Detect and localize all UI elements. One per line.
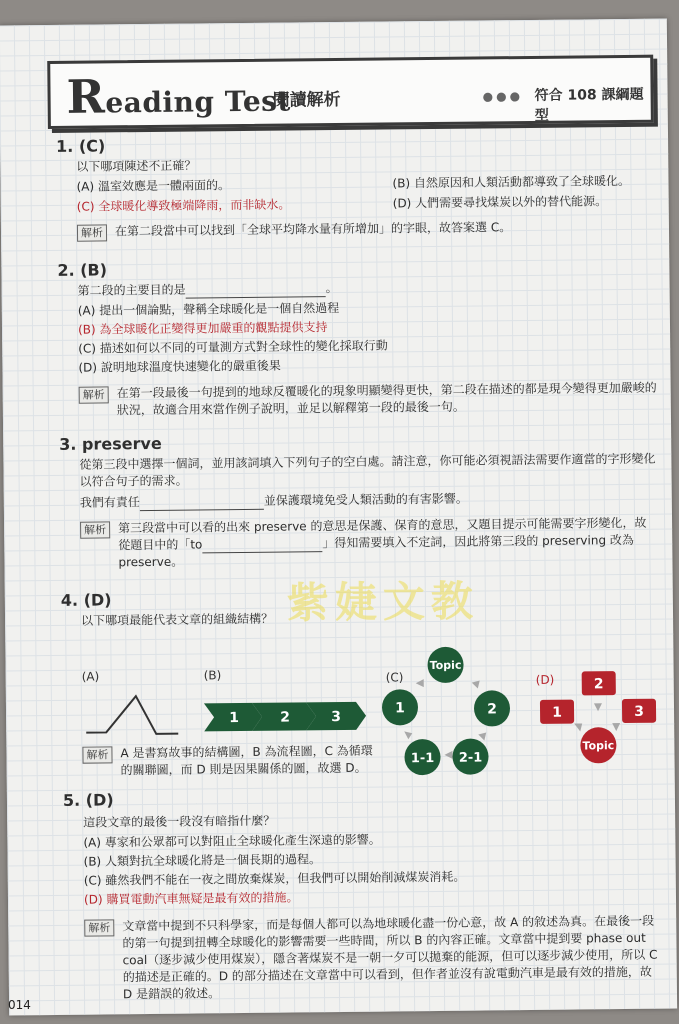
cycle-node-label: 2 xyxy=(487,701,497,718)
cycle-node-label: 1 xyxy=(395,700,405,717)
cause-arrow-icon xyxy=(574,723,582,731)
flow-step-label: 3 xyxy=(331,708,342,726)
q4-explanation: A 是書寫故事的結構圖，B 為流程圖，C 為循環的關聯圖，而 D 則是因果關係的圖，故選 D。 xyxy=(120,743,373,778)
q2-stem-after: 。 xyxy=(325,280,338,296)
cycle-arrow-icon xyxy=(404,731,412,739)
q1-option-c: (C) 全球暖化導致極端降雨，而非缺水。 xyxy=(76,197,291,214)
title-initial: R xyxy=(66,69,106,124)
curriculum-tag: 符合 108 課綱題型 xyxy=(534,86,644,124)
q3-explain-before: 第三段當中可以看的出來 preserve 的意思是保護、保育的意思，又題目提示可能需要字形變化，故從題目中的「to xyxy=(118,515,647,553)
workbook-page xyxy=(0,19,677,1016)
q1-explanation: 在第二段當中可以找到「全球平均降水量有所增加」的字眼，故答案選 C。 xyxy=(114,220,512,239)
cause-box-label: 2 xyxy=(593,676,604,693)
cycle-arrow-icon xyxy=(472,681,480,689)
q2-option-d: (D) 說明地球溫度快速變化的嚴重後果 xyxy=(78,358,281,375)
q3-sentence-after: 並保護環境免受人類活動的有害影響。 xyxy=(263,491,468,508)
q4-stem: 以下哪項最能代表文章的組織結構？ xyxy=(80,611,274,628)
q3-sentence xyxy=(80,491,468,512)
diagram-b-label: (B) xyxy=(203,668,222,683)
q5-explanation: 文章當中提到不只科學家，而是每個人都可以為地球暖化盡一份心意，故 A 的敘述為真。在最後一段的第一句提到扭轉全球暖化的影響需要一些時間，所以 B 的內容正確。文章當中提到要 phase out coal（逐步減少使用煤炭），隱含著煤炭不是一朝一夕可以拋棄的能源，但可以逐步減少使用，所以 C 的描述是正確的。D 的部分描述在文章當中可以看到，但作者並沒有說電動汽車是最有效的措施，故 D 是錯誤的敘述。 xyxy=(122,913,658,1002)
page-number: 014 xyxy=(8,998,31,1012)
banner-dots-icon: ●●● xyxy=(482,89,524,104)
flow-step-label: 1 xyxy=(229,710,240,727)
banner-subtitle: 閱讀解析 xyxy=(272,89,341,111)
q5-heading: 5. (D) xyxy=(62,790,114,810)
q3-heading: 3. preserve xyxy=(59,433,162,454)
q5-explain-label: 解析 xyxy=(84,919,114,936)
diagram-c-label: (C) xyxy=(385,670,404,685)
cycle-node-label: 1-1 xyxy=(410,751,435,767)
cause-box-label: 1 xyxy=(552,704,563,721)
q3-explain-after: 」得知需要填入不定詞，因此將第三段的 preserving 改為 preserve。 xyxy=(118,532,634,570)
q1-heading: 1. (C) xyxy=(56,136,106,156)
q1-option-d: (D) 人們需要尋找煤炭以外的替代能源。 xyxy=(392,194,608,211)
q4-heading: 4. (D) xyxy=(60,590,112,610)
q2-heading: 2. (B) xyxy=(57,260,108,280)
story-arc-line xyxy=(86,696,178,735)
q5-stem: 這段文章的最後一段沒有暗指什麼？ xyxy=(83,813,276,830)
q5-option-c: (C) 雖然我們不能在一夜之間放棄煤炭，但我們可以開始削減煤炭消耗。 xyxy=(83,869,466,888)
cycle-arrow-icon xyxy=(416,679,424,687)
watermark: 紫婕文教 xyxy=(286,576,480,628)
answer-blank xyxy=(186,282,326,298)
q2-stem xyxy=(78,280,338,300)
q3-explain-label: 解析 xyxy=(80,521,110,538)
q5-option-a: (A) 專家和公眾都可以對阻止全球暖化產生深遠的影響。 xyxy=(83,832,381,850)
q2-explain-label: 解析 xyxy=(79,386,109,403)
q1-option-b: (B) 自然原因和人類活動都導致了全球暖化。 xyxy=(392,173,630,191)
q2-option-c: (C) 描述如何以不同的可量測方式對全球性的變化採取行動 xyxy=(78,338,388,356)
diagram-a-label: (A) xyxy=(81,669,100,684)
q3-stem: 從第三段中選擇一個詞，並用該詞填入下列句子的空白處。請注意，你可能必須視語法需要作適當的字形變化以符合句子的需求。 xyxy=(79,451,656,489)
q3-sentence-before: 我們有責任 xyxy=(79,495,140,510)
cycle-arrow-icon xyxy=(444,751,452,759)
diagram-d-label: (D) xyxy=(535,672,555,687)
cause-box-label: 3 xyxy=(634,703,645,720)
answer-blank xyxy=(140,495,264,511)
q5-option-b: (B) 人類對抗全球暖化將是一個長期的過程。 xyxy=(83,852,322,869)
q4-explain-label: 解析 xyxy=(82,746,112,763)
answer-blank xyxy=(202,537,322,553)
q1-option-a: (A) 溫室效應是一體兩面的。 xyxy=(76,178,230,194)
banner-title xyxy=(66,67,291,123)
q2-stem-before: 第二段的主要目的是 xyxy=(77,282,186,298)
cause-arrow-icon xyxy=(594,703,602,711)
q5-option-d: (D) 購買電動汽車無疑是最有效的措施。 xyxy=(83,890,299,907)
cycle-arrow-icon xyxy=(478,732,486,740)
q1-stem: 以下哪項陳述不正確？ xyxy=(76,158,197,174)
section-banner xyxy=(47,55,654,129)
flow-step-label: 2 xyxy=(280,709,291,726)
effect-topic-label: Topic xyxy=(582,739,615,753)
cycle-node-label: 2-1 xyxy=(458,750,483,766)
cycle-node-label: Topic xyxy=(429,658,462,673)
title-rest: eading Test xyxy=(105,84,292,120)
q3-explanation xyxy=(118,515,659,572)
q2-option-a: (A) 提出一個論點，聲稱全球暖化是一個自然過程 xyxy=(77,300,340,318)
q2-option-b: (B) 為全球暖化正變得更加嚴重的觀點提供支持 xyxy=(77,320,328,337)
cause-arrow-icon xyxy=(612,723,620,731)
q2-explanation: 在第一段最後一句提到的地球反覆暖化的現象明顯變得更快，第二段在描述的都是現今變得更加嚴峻的狀況，故適合用來當作例子說明，並足以解釋第一段的最後一句。 xyxy=(116,380,657,418)
q1-explain-label: 解析 xyxy=(77,224,107,241)
